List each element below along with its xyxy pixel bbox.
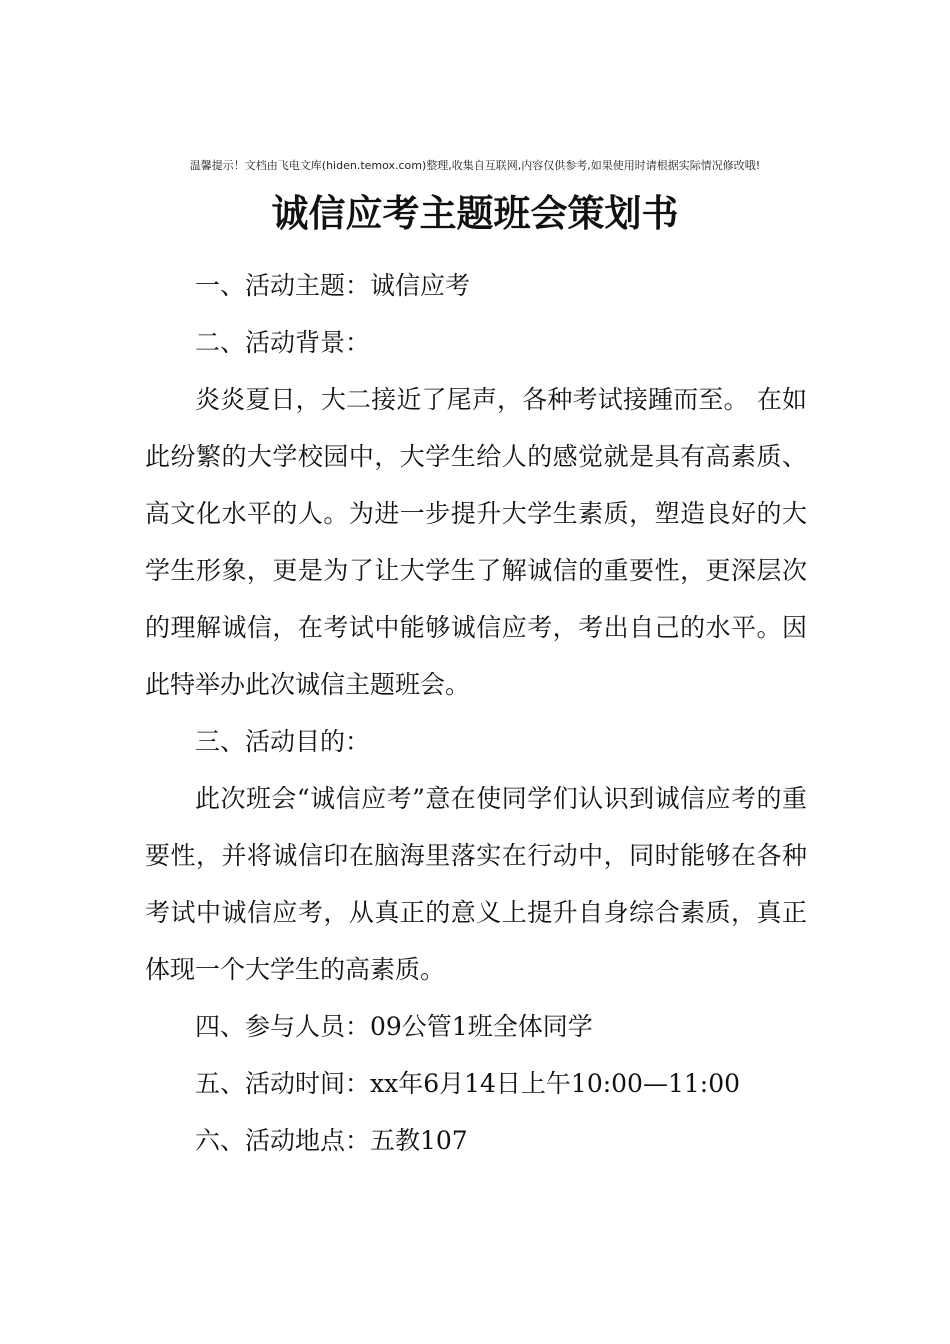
document-title: 诚信应考主题班会策划书 [271,192,679,235]
section-location: 六、活动地点：五教107 [195,1126,468,1155]
section-background-heading: 二、活动背景： [195,328,371,357]
document-body [145,257,807,1169]
section-theme: 一、活动主题：诚信应考 [195,271,471,300]
section-purpose-text: 此次班会“诚信应考”意在使同学们认识到诚信应考的重要性，并将诚信印在脑海里落实在行动中，同时能够在各种考试中诚信应考，从真正的意义上提升自身综合素质，真正体现一个大学生的高素质。 [145,784,807,984]
header-notice: 温馨提示！文档由飞电文库(hiden.temox.com)整理,收集自互联网,内容仅供参考,如果使用时请根据实际情况修改哦! [189,159,761,172]
section-purpose-heading: 三、活动目的： [195,727,371,756]
section-participants: 四、参与人员：09公管1班全体同学 [195,1012,593,1041]
section-time: 五、活动时间：xx年6月14日上午10:00—11:00 [195,1069,741,1098]
section-background-text: 炎炎夏日，大二接近了尾声，各种考试接踵而至。 在如此纷繁的大学校园中，大学生给人的感觉就是具有高素质、高文化水平的人。为进一步提升大学生素质，塑造良好的大学生形象，更是为了让大学生了解诚信的重要性，更深层次的理解诚信，在考试中能够诚信应考，考出自己的水平。因此特举办此次诚信主题班会。 [145,385,807,699]
